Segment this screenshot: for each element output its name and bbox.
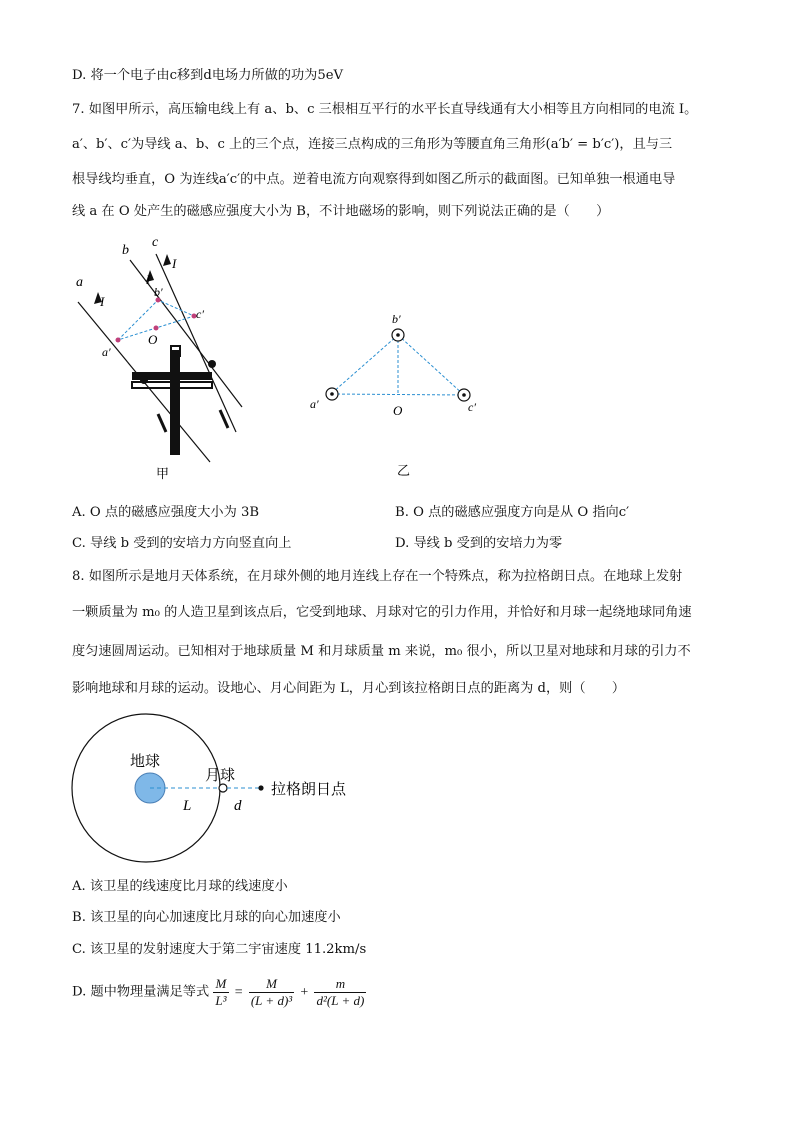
q8-stem-line-4: 影响地球和月球的运动。设地心、月心间距为 L，月心到该拉格朗日点的距离为 d，则（ ） <box>72 681 626 696</box>
formula-equals: = <box>234 984 243 1000</box>
formula-t1-numerator: M <box>213 976 228 993</box>
q8-stem-line-2: 一颗质量为 m₀ 的人造卫星到该点后，它受到地球、月球对它的引力作用，并恰好和月球一起绕地球同角速 <box>72 605 692 620</box>
q8-stem-line-3: 度匀速圆周运动。已知相对于地球质量 M 和月球质量 m 来说，m₀ 很小，所以卫星对地球和月球的引力不 <box>72 644 691 659</box>
label-c: c <box>152 235 159 250</box>
formula-term-1 <box>213 976 228 1009</box>
q7-stem-line-3: 根导线均垂直，O 为连线a′c′的中点。逆着电流方向观察得到如图乙所示的截面图。已知单独一根通电导 <box>72 172 676 187</box>
q7-option-d: D. 导线 b 受到的安培力为零 <box>395 536 563 551</box>
label-b-prime: b′ <box>154 285 163 299</box>
label-O: O <box>148 332 158 347</box>
label-earth: 地球 <box>130 752 161 770</box>
formula-plus: + <box>300 984 309 1000</box>
label-a-prime: a′ <box>310 397 319 411</box>
label-d: d <box>234 798 242 814</box>
q8-option-b: B. 该卫星的向心加速度比月球的向心加速度小 <box>72 910 341 925</box>
formula-t3-denominator: d²(L + d) <box>316 993 365 1008</box>
q6-option-d: D. 将一个电子由c移到d电场力所做的功为5eV <box>72 68 344 83</box>
q8-option-d-text: D. 题中物理量满足等式 <box>72 984 210 1000</box>
q7-option-c: C. 导线 b 受到的安培力方向竖直向上 <box>72 536 292 551</box>
label-lagrange: 拉格朗日点 <box>271 780 347 798</box>
pole <box>170 350 180 455</box>
label-c-prime: c′ <box>468 400 476 414</box>
power-line-figure <box>70 232 250 482</box>
q7-stem-line-2: a′、b′、c′为导线 a、b、c 上的三个点，连接三点构成的三角形为等腰直角三角形(a′b′ = b′c′)，且与三 <box>72 137 673 152</box>
label-I-c: I <box>172 256 177 271</box>
formula-term-2 <box>249 976 294 1009</box>
formula-t2-numerator: M <box>249 976 294 993</box>
q8-option-c: C. 该卫星的发射速度大于第二宇宙速度 11.2km/s <box>72 942 367 957</box>
point-a-prime <box>116 338 121 343</box>
label-a: a <box>76 275 83 290</box>
wire-c <box>156 254 236 432</box>
label-b: b <box>122 243 129 258</box>
label-c-prime: c′ <box>196 307 204 321</box>
formula-t1-denominator: L³ <box>215 993 227 1008</box>
q7-stem-line-1: 7. 如图甲所示，高压输电线上有 a、b、c 三根相互平行的水平长直导线通有大小相等且方向相同的电流 I。 <box>72 102 698 117</box>
figure-caption-yi: 乙 <box>397 464 411 479</box>
label-a-prime: a′ <box>102 345 111 359</box>
earth-moon-figure <box>70 712 380 872</box>
insulator <box>158 414 166 432</box>
q8-option-a: A. 该卫星的线速度比月球的线速度小 <box>72 879 288 894</box>
q7-stem-line-4: 线 a 在 O 处产生的磁感应强度大小为 B，不计地磁场的影响，则下列说法正确的是（ ） <box>72 204 610 219</box>
label-L: L <box>183 798 192 814</box>
current-arrow-c <box>163 254 171 266</box>
q8-option-d <box>72 976 366 1020</box>
label-moon: 月球 <box>205 766 236 784</box>
label-I-b: I <box>146 272 151 287</box>
cross-section-figure <box>300 305 500 485</box>
label-b-prime: b′ <box>392 312 401 326</box>
formula-t3-numerator: m <box>314 976 366 993</box>
formula-term-3 <box>314 976 366 1009</box>
formula-t2-denominator: (L + d)³ <box>250 993 293 1008</box>
figure-caption-jia: 甲 <box>156 467 170 482</box>
q7-option-a: A. O 点的磁感应强度大小为 3B <box>72 505 260 520</box>
label-I-a: I <box>100 294 105 309</box>
label-O: O <box>393 403 403 418</box>
point-O <box>154 326 159 331</box>
q8-stem-line-1: 8. 如图所示是地月天体系统，在月球外侧的地月连线上存在一个特殊点，称为拉格朗日点。在地球上发射 <box>72 569 683 584</box>
q7-option-b: B. O 点的磁感应强度方向是从 O 指向c′ <box>395 505 630 520</box>
moon <box>219 784 227 792</box>
lagrange-point <box>258 785 263 790</box>
